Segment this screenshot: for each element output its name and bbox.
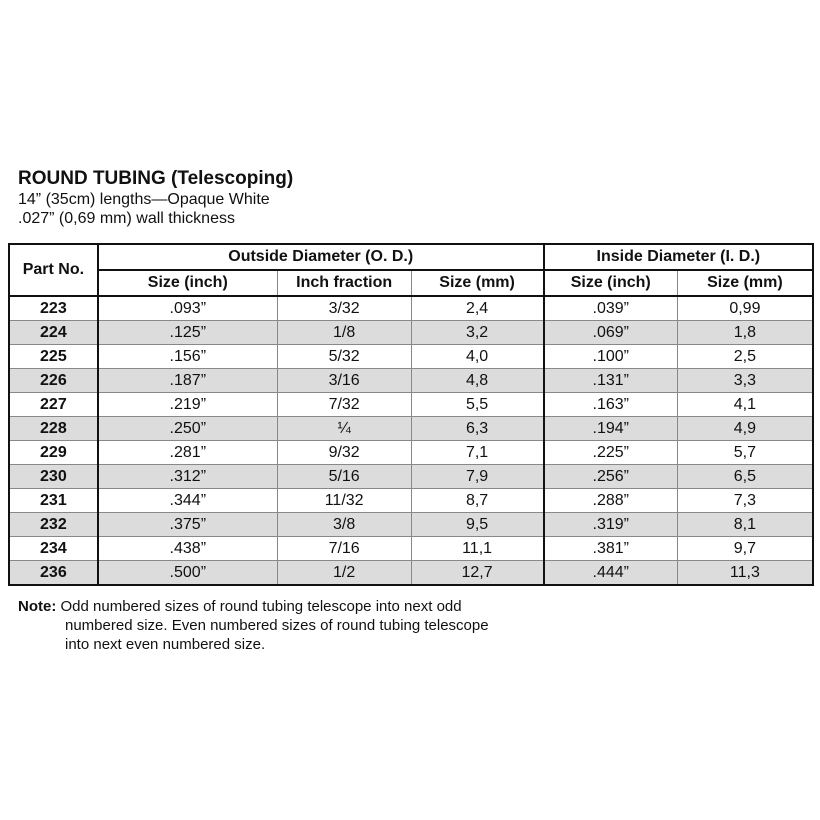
od-size-inch-cell: .438” (98, 537, 278, 561)
table-row (9, 441, 813, 465)
od-size-mm-cell: 3,2 (411, 321, 544, 345)
id-size-inch-cell: .069” (544, 321, 678, 345)
table-row (9, 465, 813, 489)
id-size-inch-cell: .225” (544, 441, 678, 465)
od-size-mm-cell: 2,4 (411, 296, 544, 321)
od-inch-fraction-header: Inch fraction (277, 270, 411, 296)
od-size-inch-cell: .344” (98, 489, 278, 513)
od-size-inch-cell: .187” (98, 369, 278, 393)
table-row (9, 321, 813, 345)
part-number-cell: 231 (9, 489, 98, 513)
od-inch-fraction-cell: ¼ (277, 417, 411, 441)
od-inch-fraction-cell: 7/16 (277, 537, 411, 561)
note-text-line-1: Odd numbered sizes of round tubing telescope into next odd (56, 598, 462, 615)
od-size-mm-cell: 4,0 (411, 345, 544, 369)
table-row (9, 513, 813, 537)
part-number-cell: 236 (9, 561, 98, 586)
od-inch-fraction-cell: 1/8 (277, 321, 411, 345)
table-row (9, 417, 813, 441)
od-inch-fraction-cell: 7/32 (277, 393, 411, 417)
id-size-mm-cell: 1,8 (677, 321, 813, 345)
id-size-mm-cell: 6,5 (677, 465, 813, 489)
id-size-mm-cell: 7,3 (677, 489, 813, 513)
od-size-inch-cell: .375” (98, 513, 278, 537)
id-size-inch-cell: .256” (544, 465, 678, 489)
id-size-mm-header: Size (mm) (677, 270, 813, 296)
heading-block (18, 167, 618, 228)
id-size-inch-cell: .163” (544, 393, 678, 417)
table-row (9, 537, 813, 561)
od-size-mm-cell: 11,1 (411, 537, 544, 561)
id-size-inch-cell: .039” (544, 296, 678, 321)
od-size-mm-cell: 4,8 (411, 369, 544, 393)
id-size-inch-cell: .194” (544, 417, 678, 441)
od-size-mm-cell: 12,7 (411, 561, 544, 586)
note-text-line-2: numbered size. Even numbered sizes of round tubing telescope (65, 617, 489, 634)
table-row (9, 489, 813, 513)
table-row (9, 393, 813, 417)
od-size-inch-cell: .500” (98, 561, 278, 586)
id-size-mm-cell: 0,99 (677, 296, 813, 321)
od-size-mm-cell: 9,5 (411, 513, 544, 537)
od-inch-fraction-cell: 3/32 (277, 296, 411, 321)
wall-thickness-subtitle: .027” (0,69 mm) wall thickness (18, 210, 235, 227)
table-row (9, 561, 813, 586)
id-size-inch-cell: .319” (544, 513, 678, 537)
id-size-inch-cell: .100” (544, 345, 678, 369)
od-inch-fraction-cell: 11/32 (277, 489, 411, 513)
od-size-inch-cell: .219” (98, 393, 278, 417)
id-size-mm-cell: 4,1 (677, 393, 813, 417)
id-size-mm-cell: 4,9 (677, 417, 813, 441)
od-size-mm-header: Size (mm) (411, 270, 544, 296)
od-inch-fraction-cell: 5/16 (277, 465, 411, 489)
note-label: Note: (18, 598, 57, 615)
table-body (9, 296, 813, 585)
part-number-cell: 229 (9, 441, 98, 465)
od-inch-fraction-cell: 3/8 (277, 513, 411, 537)
od-size-mm-cell: 5,5 (411, 393, 544, 417)
id-size-inch-cell: .288” (544, 489, 678, 513)
part-number-cell: 232 (9, 513, 98, 537)
id-size-inch-cell: .131” (544, 369, 678, 393)
id-size-inch-header: Size (inch) (544, 270, 678, 296)
od-inch-fraction-cell: 1/2 (277, 561, 411, 586)
od-size-inch-cell: .093” (98, 296, 278, 321)
id-size-mm-cell: 5,7 (677, 441, 813, 465)
od-inch-fraction-cell: 3/16 (277, 369, 411, 393)
part-number-cell: 225 (9, 345, 98, 369)
od-size-mm-cell: 6,3 (411, 417, 544, 441)
id-size-mm-cell: 11,3 (677, 561, 813, 586)
od-size-inch-cell: .125” (98, 321, 278, 345)
table-row (9, 369, 813, 393)
part-number-cell: 226 (9, 369, 98, 393)
note-text-line-3: into next even numbered size. (65, 636, 266, 653)
id-size-mm-cell: 3,3 (677, 369, 813, 393)
id-size-inch-cell: .444” (544, 561, 678, 586)
tubing-table (8, 243, 814, 586)
od-size-inch-cell: .156” (98, 345, 278, 369)
part-number-cell: 227 (9, 393, 98, 417)
part-number-cell: 228 (9, 417, 98, 441)
table-row (9, 296, 813, 321)
length-subtitle: 14” (35cm) lengths—Opaque White (18, 191, 270, 208)
od-size-inch-cell: .312” (98, 465, 278, 489)
inside-diameter-header: Inside Diameter (I. D.) (544, 244, 813, 270)
od-inch-fraction-cell: 9/32 (277, 441, 411, 465)
part-number-cell: 230 (9, 465, 98, 489)
table-row (9, 345, 813, 369)
part-number-cell: 223 (9, 296, 98, 321)
id-size-mm-cell: 9,7 (677, 537, 813, 561)
part-number-cell: 224 (9, 321, 98, 345)
id-size-mm-cell: 8,1 (677, 513, 813, 537)
od-inch-fraction-cell: 5/32 (277, 345, 411, 369)
od-size-inch-cell: .250” (98, 417, 278, 441)
note-block (18, 597, 618, 654)
id-size-inch-cell: .381” (544, 537, 678, 561)
id-size-mm-cell: 2,5 (677, 345, 813, 369)
od-size-mm-cell: 7,9 (411, 465, 544, 489)
part-number-header: Part No. (9, 244, 98, 296)
od-size-mm-cell: 8,7 (411, 489, 544, 513)
part-number-cell: 234 (9, 537, 98, 561)
od-size-mm-cell: 7,1 (411, 441, 544, 465)
od-size-inch-header: Size (inch) (98, 270, 278, 296)
outside-diameter-header: Outside Diameter (O. D.) (98, 244, 544, 270)
od-size-inch-cell: .281” (98, 441, 278, 465)
page-title: ROUND TUBING (Telescoping) (18, 168, 294, 189)
